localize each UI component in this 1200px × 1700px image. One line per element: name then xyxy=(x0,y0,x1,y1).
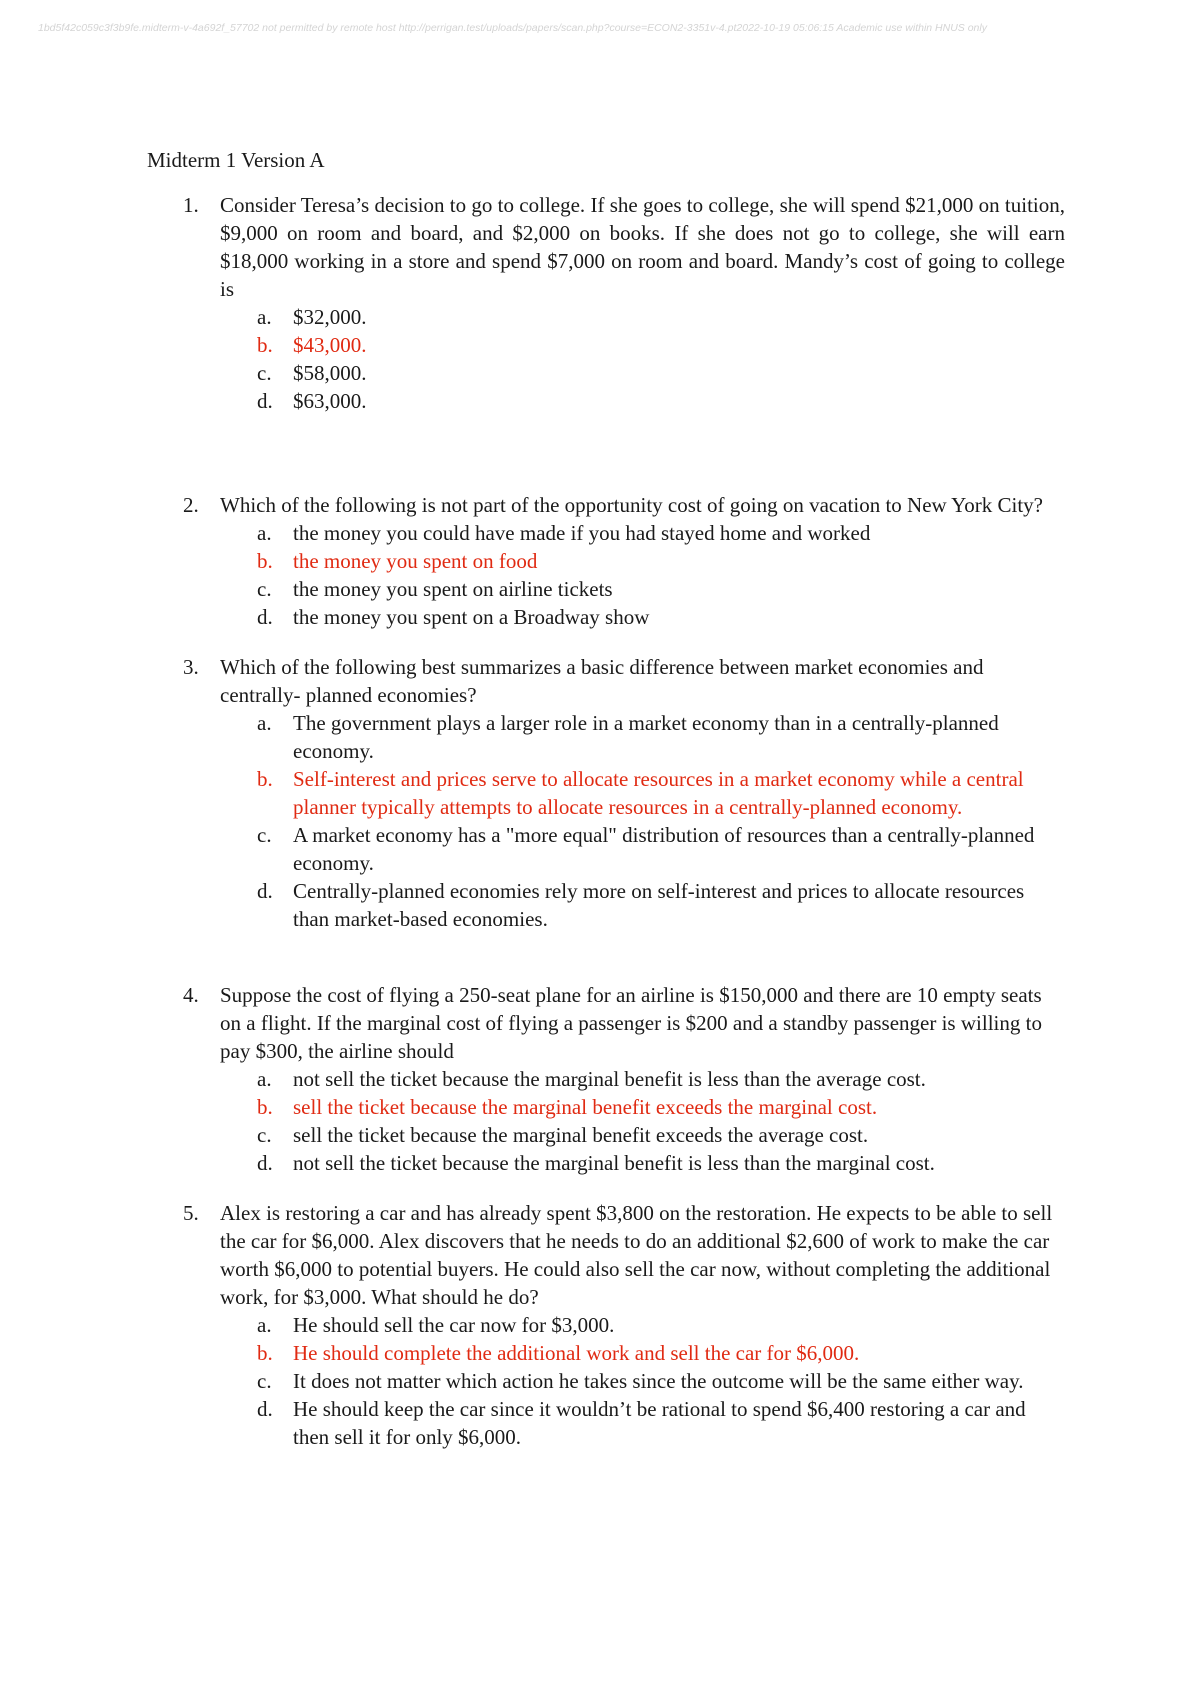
option-letter: b. xyxy=(257,1341,273,1365)
option-a xyxy=(220,303,1065,331)
option-d xyxy=(220,603,1065,631)
option-letter: c. xyxy=(257,577,272,601)
option-a xyxy=(220,1065,1065,1093)
option-letter: d. xyxy=(257,1151,273,1175)
option-text: It does not matter which action he takes since the outcome will be the same either way. xyxy=(293,1369,1024,1393)
option-text: Self-interest and prices serve to allocate resources in a market economy while a central planner typically attempts to allocate resources in a centrally-planned economy. xyxy=(293,767,1024,819)
question-text: Suppose the cost of flying a 250-seat plane for an airline is $150,000 and there are 10 empty seats on a flight. If the marginal cost of flying a passenger is $200 and a standby passenger is willing to pay $300, the airline should xyxy=(220,983,1042,1063)
option-letter: b. xyxy=(257,1095,273,1119)
option-list xyxy=(220,1311,1065,1451)
option-text: not sell the ticket because the marginal benefit is less than the marginal cost. xyxy=(293,1151,935,1175)
question-text: Alex is restoring a car and has already spent $3,800 on the restoration. He expects to be able to sell the car for $6,000. Alex discovers that he needs to do an additional $2,600 of work to make the car worth $6,000 to potential buyers. He could also sell the car now, without completing the additional work, for $3,000. What should he do? xyxy=(220,1201,1053,1309)
option-list xyxy=(220,1065,1065,1177)
question-text: Which of the following is not part of the opportunity cost of going on vacation to New York City? xyxy=(220,493,1043,517)
option-letter: c. xyxy=(257,1123,272,1147)
option-letter: d. xyxy=(257,1397,273,1421)
option-text: not sell the ticket because the marginal benefit is less than the average cost. xyxy=(293,1067,926,1091)
option-d xyxy=(220,1395,1065,1451)
option-list xyxy=(220,709,1065,933)
option-letter: c. xyxy=(257,361,272,385)
option-letter: c. xyxy=(257,1369,272,1393)
question-text: Consider Teresa’s decision to go to college. If she goes to college, she will spend $21,000 on tuition, $9,000 on room and board, and $2,000 on books. If she does not go to college, she will earn $18,000 working in a store and spend $7,000 on room and board. Mandy’s cost of going to college is xyxy=(220,193,1065,301)
question-text: Which of the following best summarizes a basic difference between market economies and centrally- planned economies? xyxy=(220,655,984,707)
option-d xyxy=(220,1149,1065,1177)
option-text: He should sell the car now for $3,000. xyxy=(293,1313,615,1337)
question-3 xyxy=(147,653,1065,933)
option-letter: b. xyxy=(257,549,273,573)
page-title: Midterm 1 Version A xyxy=(147,148,325,172)
option-c xyxy=(220,1367,1065,1395)
option-a xyxy=(220,519,1065,547)
option-text: The government plays a larger role in a market economy than in a centrally-planned economy. xyxy=(293,711,999,763)
option-d xyxy=(220,387,1065,415)
option-text: the money you spent on food xyxy=(293,549,538,573)
option-letter: a. xyxy=(257,305,272,329)
option-letter: a. xyxy=(257,521,272,545)
option-text: A market economy has a "more equal" distribution of resources than a centrally-planned economy. xyxy=(293,823,1035,875)
option-text: $58,000. xyxy=(293,361,367,385)
option-a xyxy=(220,709,1065,765)
document-page xyxy=(147,148,1065,1451)
option-b-correct xyxy=(220,547,1065,575)
question-1 xyxy=(147,191,1065,415)
option-text: $63,000. xyxy=(293,389,367,413)
option-text: He should keep the car since it wouldn’t be rational to spend $6,400 restoring a car and then sell it for only $6,000. xyxy=(293,1397,1026,1449)
option-text: $32,000. xyxy=(293,305,367,329)
option-b-correct xyxy=(220,1339,1065,1367)
question-number: 1. xyxy=(183,193,199,217)
question-number: 5. xyxy=(183,1201,199,1225)
question-5 xyxy=(147,1199,1065,1451)
option-b-correct xyxy=(220,1093,1065,1121)
option-text: the money you spent on airline tickets xyxy=(293,577,613,601)
option-list xyxy=(220,519,1065,631)
option-text: the money you could have made if you had stayed home and worked xyxy=(293,521,871,545)
option-d xyxy=(220,877,1065,933)
question-number: 4. xyxy=(183,983,199,1007)
option-letter: d. xyxy=(257,389,273,413)
question-number: 2. xyxy=(183,493,199,517)
option-b-correct xyxy=(220,765,1065,821)
option-c xyxy=(220,1121,1065,1149)
question-2 xyxy=(147,491,1065,631)
option-letter: b. xyxy=(257,767,273,791)
option-list xyxy=(220,303,1065,415)
option-text: the money you spent on a Broadway show xyxy=(293,605,650,629)
option-letter: a. xyxy=(257,711,272,735)
option-c xyxy=(220,575,1065,603)
option-letter: d. xyxy=(257,879,273,903)
option-letter: b. xyxy=(257,333,273,357)
option-letter: c. xyxy=(257,823,272,847)
option-text: sell the ticket because the marginal benefit exceeds the average cost. xyxy=(293,1123,869,1147)
question-list xyxy=(147,191,1065,1451)
option-letter: a. xyxy=(257,1067,272,1091)
option-a xyxy=(220,1311,1065,1339)
option-text: sell the ticket because the marginal benefit exceeds the marginal cost. xyxy=(293,1095,878,1119)
option-text: He should complete the additional work and sell the car for $6,000. xyxy=(293,1341,860,1365)
option-c xyxy=(220,821,1065,877)
question-4 xyxy=(147,981,1065,1177)
option-text: Centrally-planned economies rely more on self-interest and prices to allocate resources than market-based economies. xyxy=(293,879,1025,931)
option-c xyxy=(220,359,1065,387)
watermark-text: 1bd5f42c059c3f3b9fe.midterm-v-4a692f_57702 not permitted by remote host http://perrigan.test/uploads/papers/scan.php?course=ECON2-3351v-4.pt2022-10-19 05:06:15 Academic use within HNUS only xyxy=(38,22,987,34)
option-letter: a. xyxy=(257,1313,272,1337)
option-letter: d. xyxy=(257,605,273,629)
option-text: $43,000. xyxy=(293,333,367,357)
question-number: 3. xyxy=(183,655,199,679)
option-b-correct xyxy=(220,331,1065,359)
